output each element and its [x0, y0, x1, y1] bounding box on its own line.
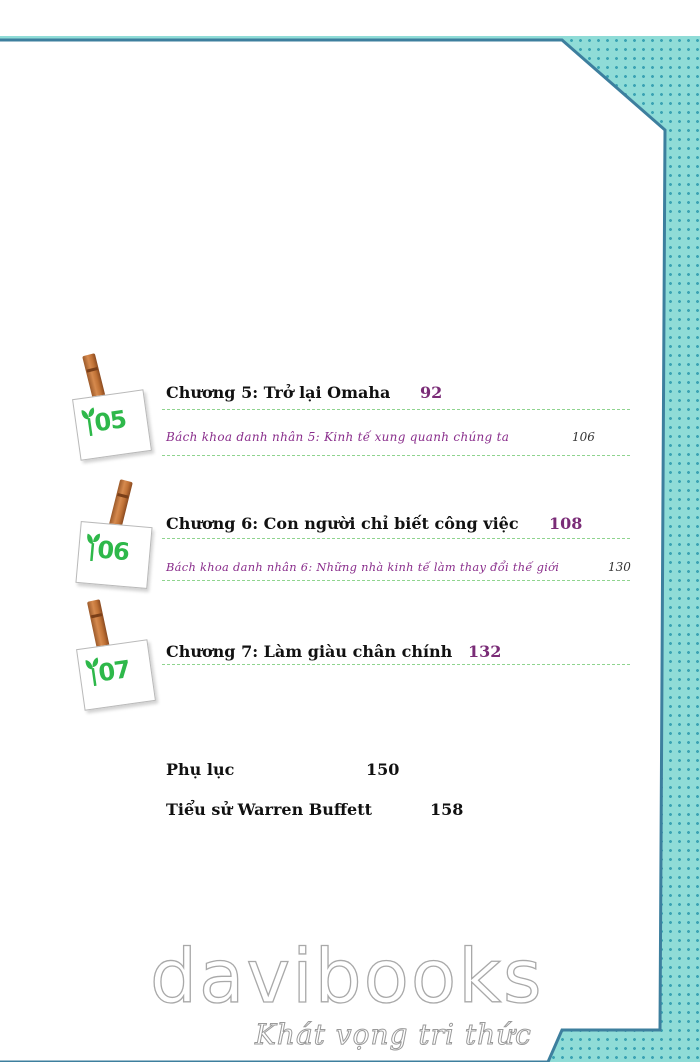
- chapter-title[interactable]: Chương 6: Con người chỉ biết công việc: [166, 514, 519, 533]
- chapter-page-number[interactable]: 92: [420, 383, 443, 402]
- watermark-tagline: Khát vọng tri thức: [255, 1018, 532, 1051]
- biography-page-number[interactable]: 158: [430, 800, 464, 819]
- chapter-number: 07: [96, 655, 132, 688]
- appendix-page-number[interactable]: 150: [366, 760, 400, 779]
- dashed-divider: [162, 664, 630, 665]
- toc-entry-chapter-6: [0, 474, 700, 614]
- toc-entry-chapter-5: [0, 350, 700, 490]
- chapter-tag: [75, 521, 152, 589]
- appendix-title[interactable]: Phụ lục: [166, 760, 235, 779]
- chapter-number: 05: [92, 405, 128, 438]
- toc-entry-chapter-7: [0, 600, 700, 740]
- chapter-title[interactable]: Chương 5: Trở lại Omaha: [166, 383, 391, 402]
- biography-title[interactable]: Tiểu sử Warren Buffett: [166, 800, 373, 819]
- dashed-divider: [162, 538, 630, 539]
- chapter-tag: [76, 639, 156, 710]
- dashed-divider: [162, 409, 630, 410]
- sub-section-page-number[interactable]: 130: [608, 560, 631, 574]
- chapter-page-number[interactable]: 132: [468, 642, 502, 661]
- chapter-title[interactable]: Chương 7: Làm giàu chân chính: [166, 642, 453, 661]
- dashed-divider: [162, 580, 630, 581]
- chapter-number: 06: [96, 535, 130, 567]
- clothespin-icon: [87, 599, 110, 651]
- chapter-tag: [72, 389, 152, 460]
- sub-section-title[interactable]: Bách khoa danh nhân 5: Kinh tế xung quanh chúng ta: [166, 430, 510, 444]
- sub-section-page-number[interactable]: 106: [572, 430, 595, 444]
- sub-section-title[interactable]: Bách khoa danh nhân 6: Những nhà kinh tế làm thay đổi thế giới: [166, 560, 560, 574]
- chapter-page-number[interactable]: 108: [549, 514, 583, 533]
- dashed-divider: [162, 455, 630, 456]
- watermark-brand: davibooks: [150, 934, 544, 1020]
